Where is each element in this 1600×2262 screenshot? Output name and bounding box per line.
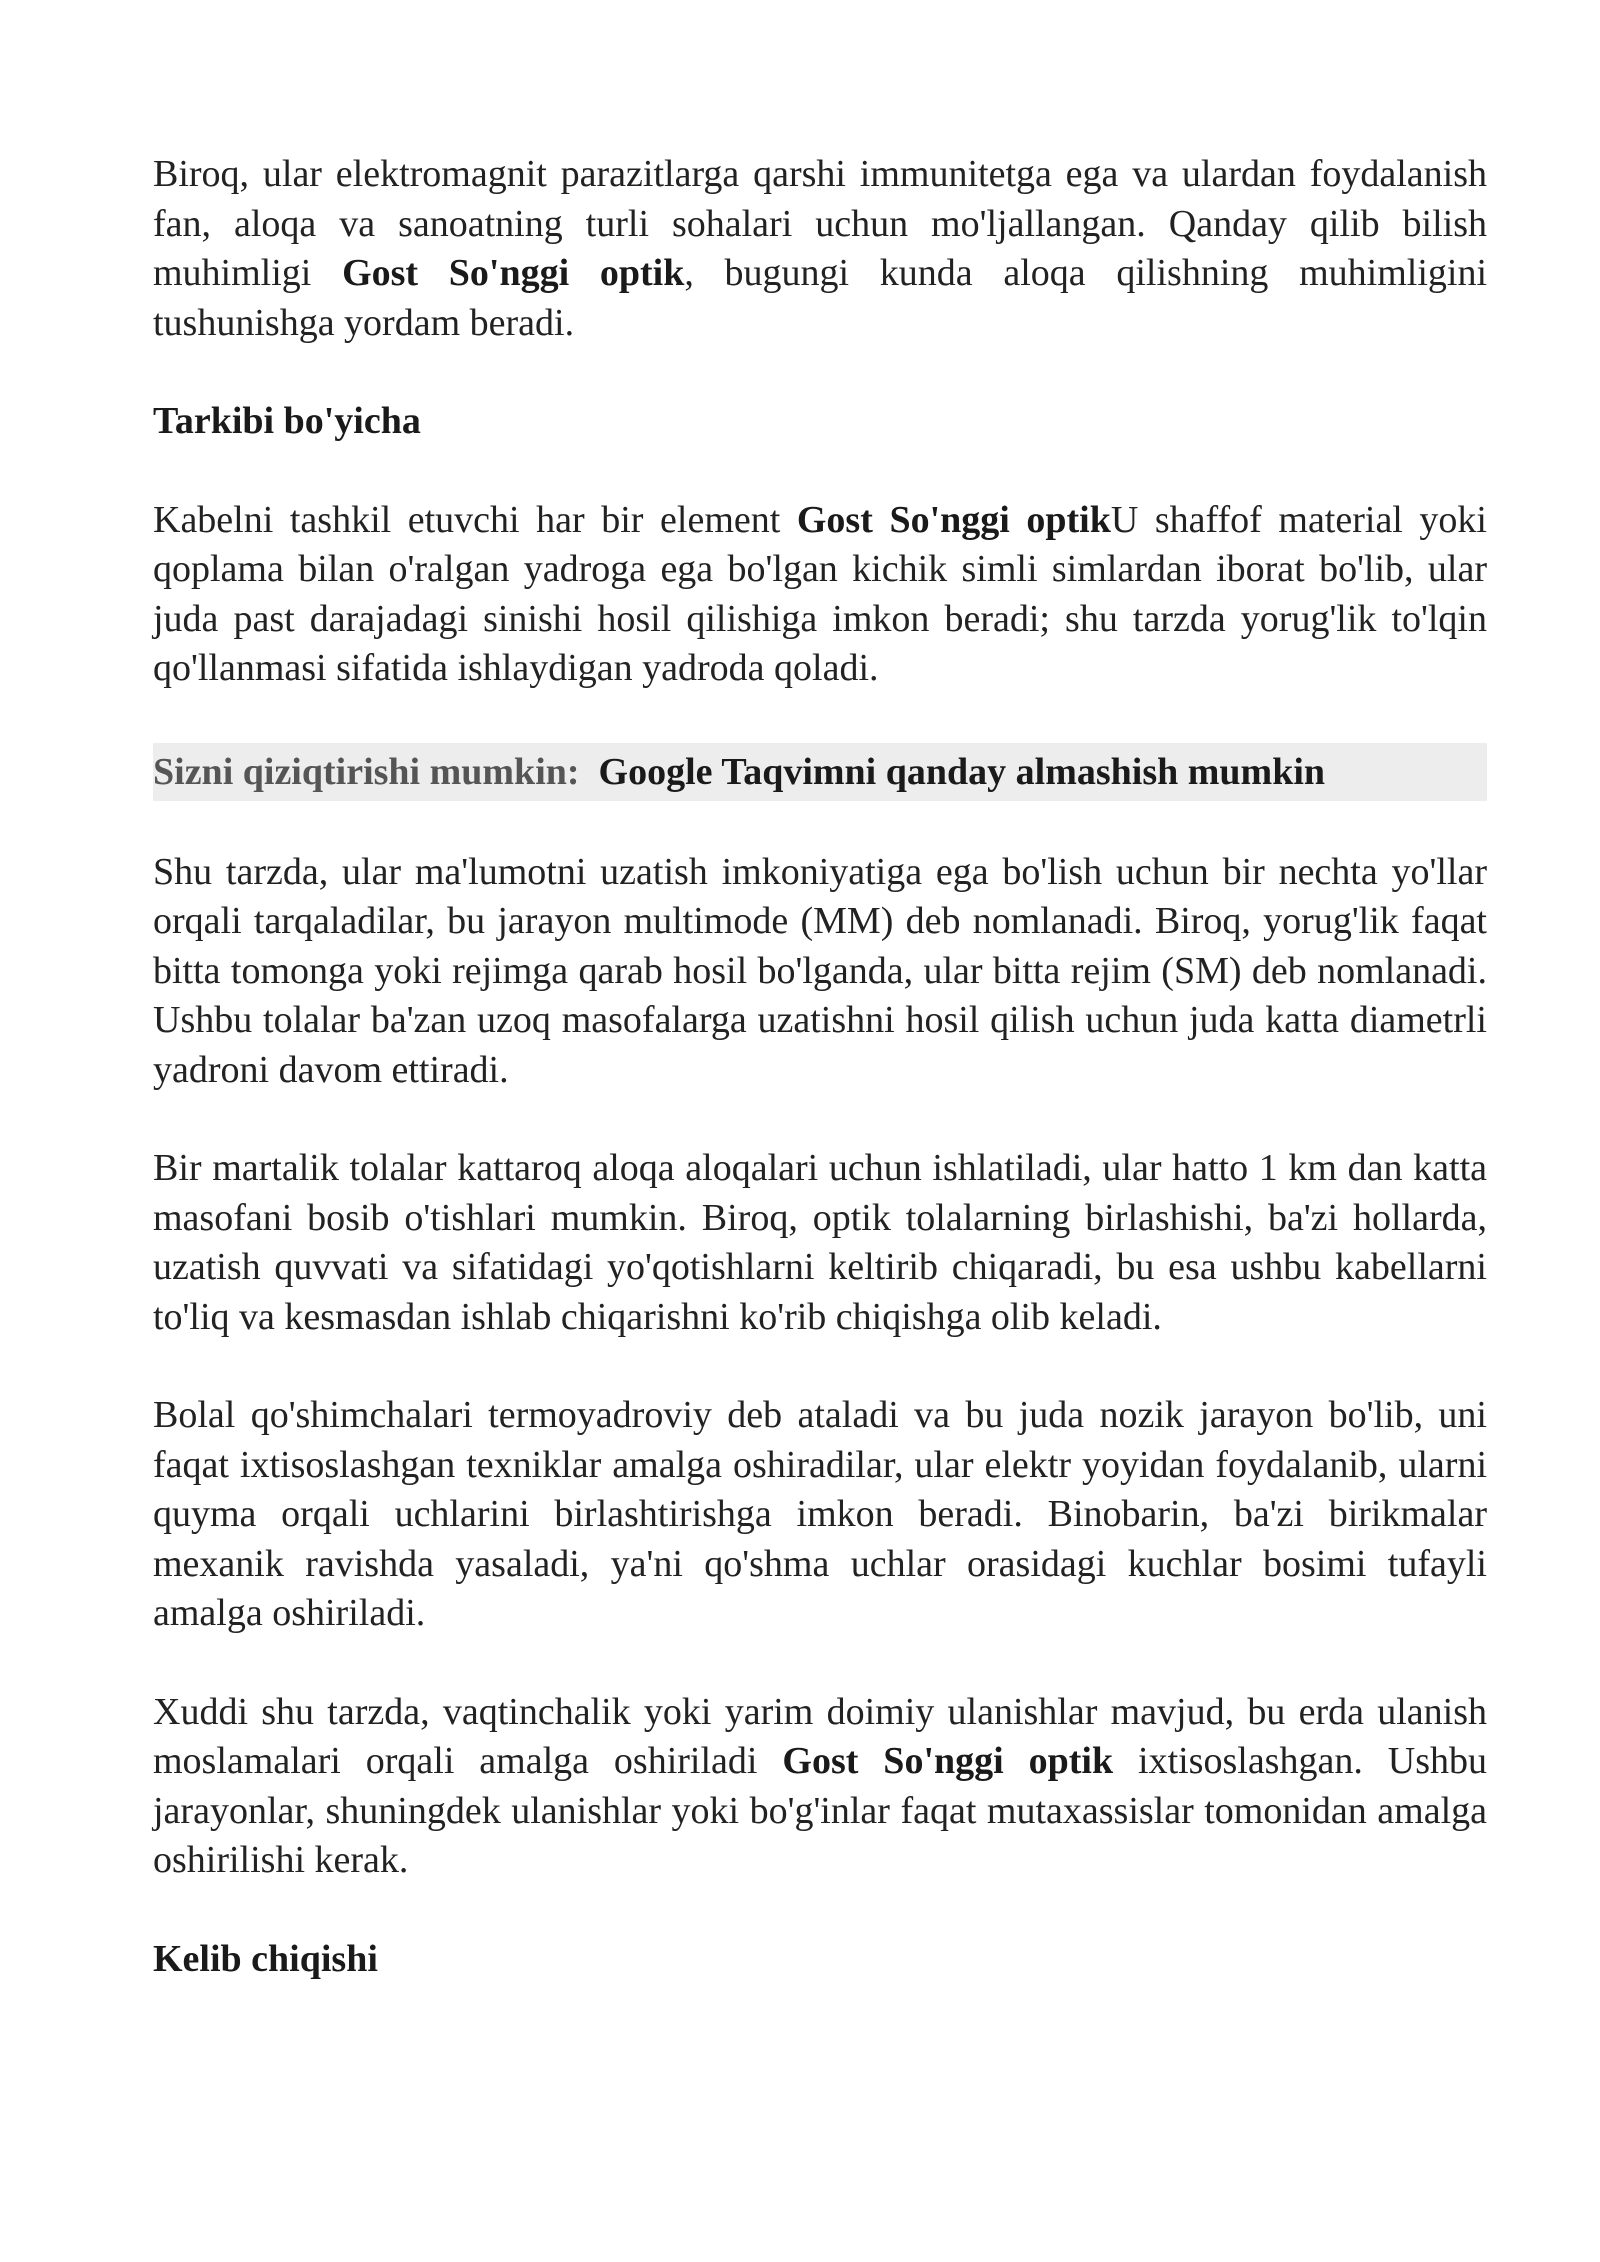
paragraph-text: Xuddi shu tarzda, vaqtinchalik yoki yarim doimiy ulanishlar mavjud, bu erda ulanish moslamalari orqali amalga oshiriladi — [153, 1690, 1487, 1782]
related-label: Sizni qiziqtirishi mumkin: — [153, 750, 580, 793]
related-article-box — [153, 743, 1487, 801]
paragraph-intro — [153, 150, 1487, 348]
paragraph-multimode: Shu tarzda, ular ma'lumotni uzatish imkoniyatiga ega bo'lish uchun bir nechta yo'llar orqali tarqaladilar, bu jarayon multimode (MM) deb nomlanadi. Biroq, yorug'lik faqat bitta tomonga yoki rejimga qarab hosil bo'lganda, ular bitta rejim (SM) deb nomlanadi. Ushbu tolalar ba'zan uzoq masofalarga uzatishni hosil qilish uchun juda katta diametrli yadroni davom ettiradi. — [153, 850, 1487, 1091]
paragraph-text: Biroq, ular elektromagnit parazitlarga qarshi immunitetga ega va ulardan foydalanish fan, aloqa va sanoatning turli sohalari uchun mo'ljallangan. Qanday qilib bilish muhimligi — [153, 153, 1487, 294]
section-heading-origin: Kelib chiqishi — [153, 1937, 378, 1980]
bold-term: Gost So'nggi optik — [782, 1740, 1114, 1782]
bold-term: Gost So'nggi optik — [796, 498, 1111, 541]
paragraph-text: Kabelni tashkil etuvchi har bir element — [153, 498, 797, 541]
paragraph-text: U shaffof material yoki qoplama bilan o'ralgan yadroga ega bo'lgan kichik simli simlardan iborat bo'lib, ular juda past darajadagi sinishi hosil qilishiga imkon beradi; shu tarzda yorug'lik to'lqin qo'llanmasi sifatida ishlaydigan yadroda qoladi. — [153, 498, 1487, 689]
section-heading-composition: Tarkibi bo'yicha — [153, 400, 421, 442]
paragraph-fusion: Bolal qo'shimchalari termoyadroviy deb ataladi va bu juda nozik jarayon bo'lib, uni faqat ixtisoslashgan texniklar amalga oshiradilar, ular elektr yoyidan foydalanib, ularni quyma orqali uchlarini birlashtirishga imkon beradi. Binobarin, ba'zi birikmalar mexanik ravishda yasaladi, ya'ni qo'shma uchlar orasidagi kuchlar bosimi tufayli amalga oshiriladi. — [153, 1394, 1487, 1634]
paragraph-text: , bugungi kunda aloqa qilishning muhimligini tushunishga yordam beradi. — [153, 252, 1487, 344]
paragraph-connections — [153, 1688, 1487, 1886]
paragraph-composition — [153, 496, 1487, 694]
document-page — [153, 150, 1487, 2033]
bold-term: Gost So'nggi optik — [342, 252, 685, 294]
related-article-link[interactable]: Google Taqvimni qanday almashish mumkin — [598, 750, 1326, 793]
paragraph-text: ixtisoslashgan. Ushbu jarayonlar, shuningdek ulanishlar yoki bo'g'inlar faqat mutaxassislar tomonidan amalga oshirilishi kerak. — [153, 1740, 1487, 1881]
paragraph-single-mode: Bir martalik tolalar kattaroq aloqa aloqalari uchun ishlatiladi, ular hatto 1 km dan katta masofani bosib o'tishlari mumkin. Biroq, optik tolalarning birlashishi, ba'zi hollarda, uzatish quvvati va sifatidagi yo'qotishlarni keltirib chiqaradi, bu esa ushbu kabellarni to'liq va kesmasdan ishlab chiqarishni ko'rib chiqishga olib keladi. — [153, 1147, 1487, 1338]
